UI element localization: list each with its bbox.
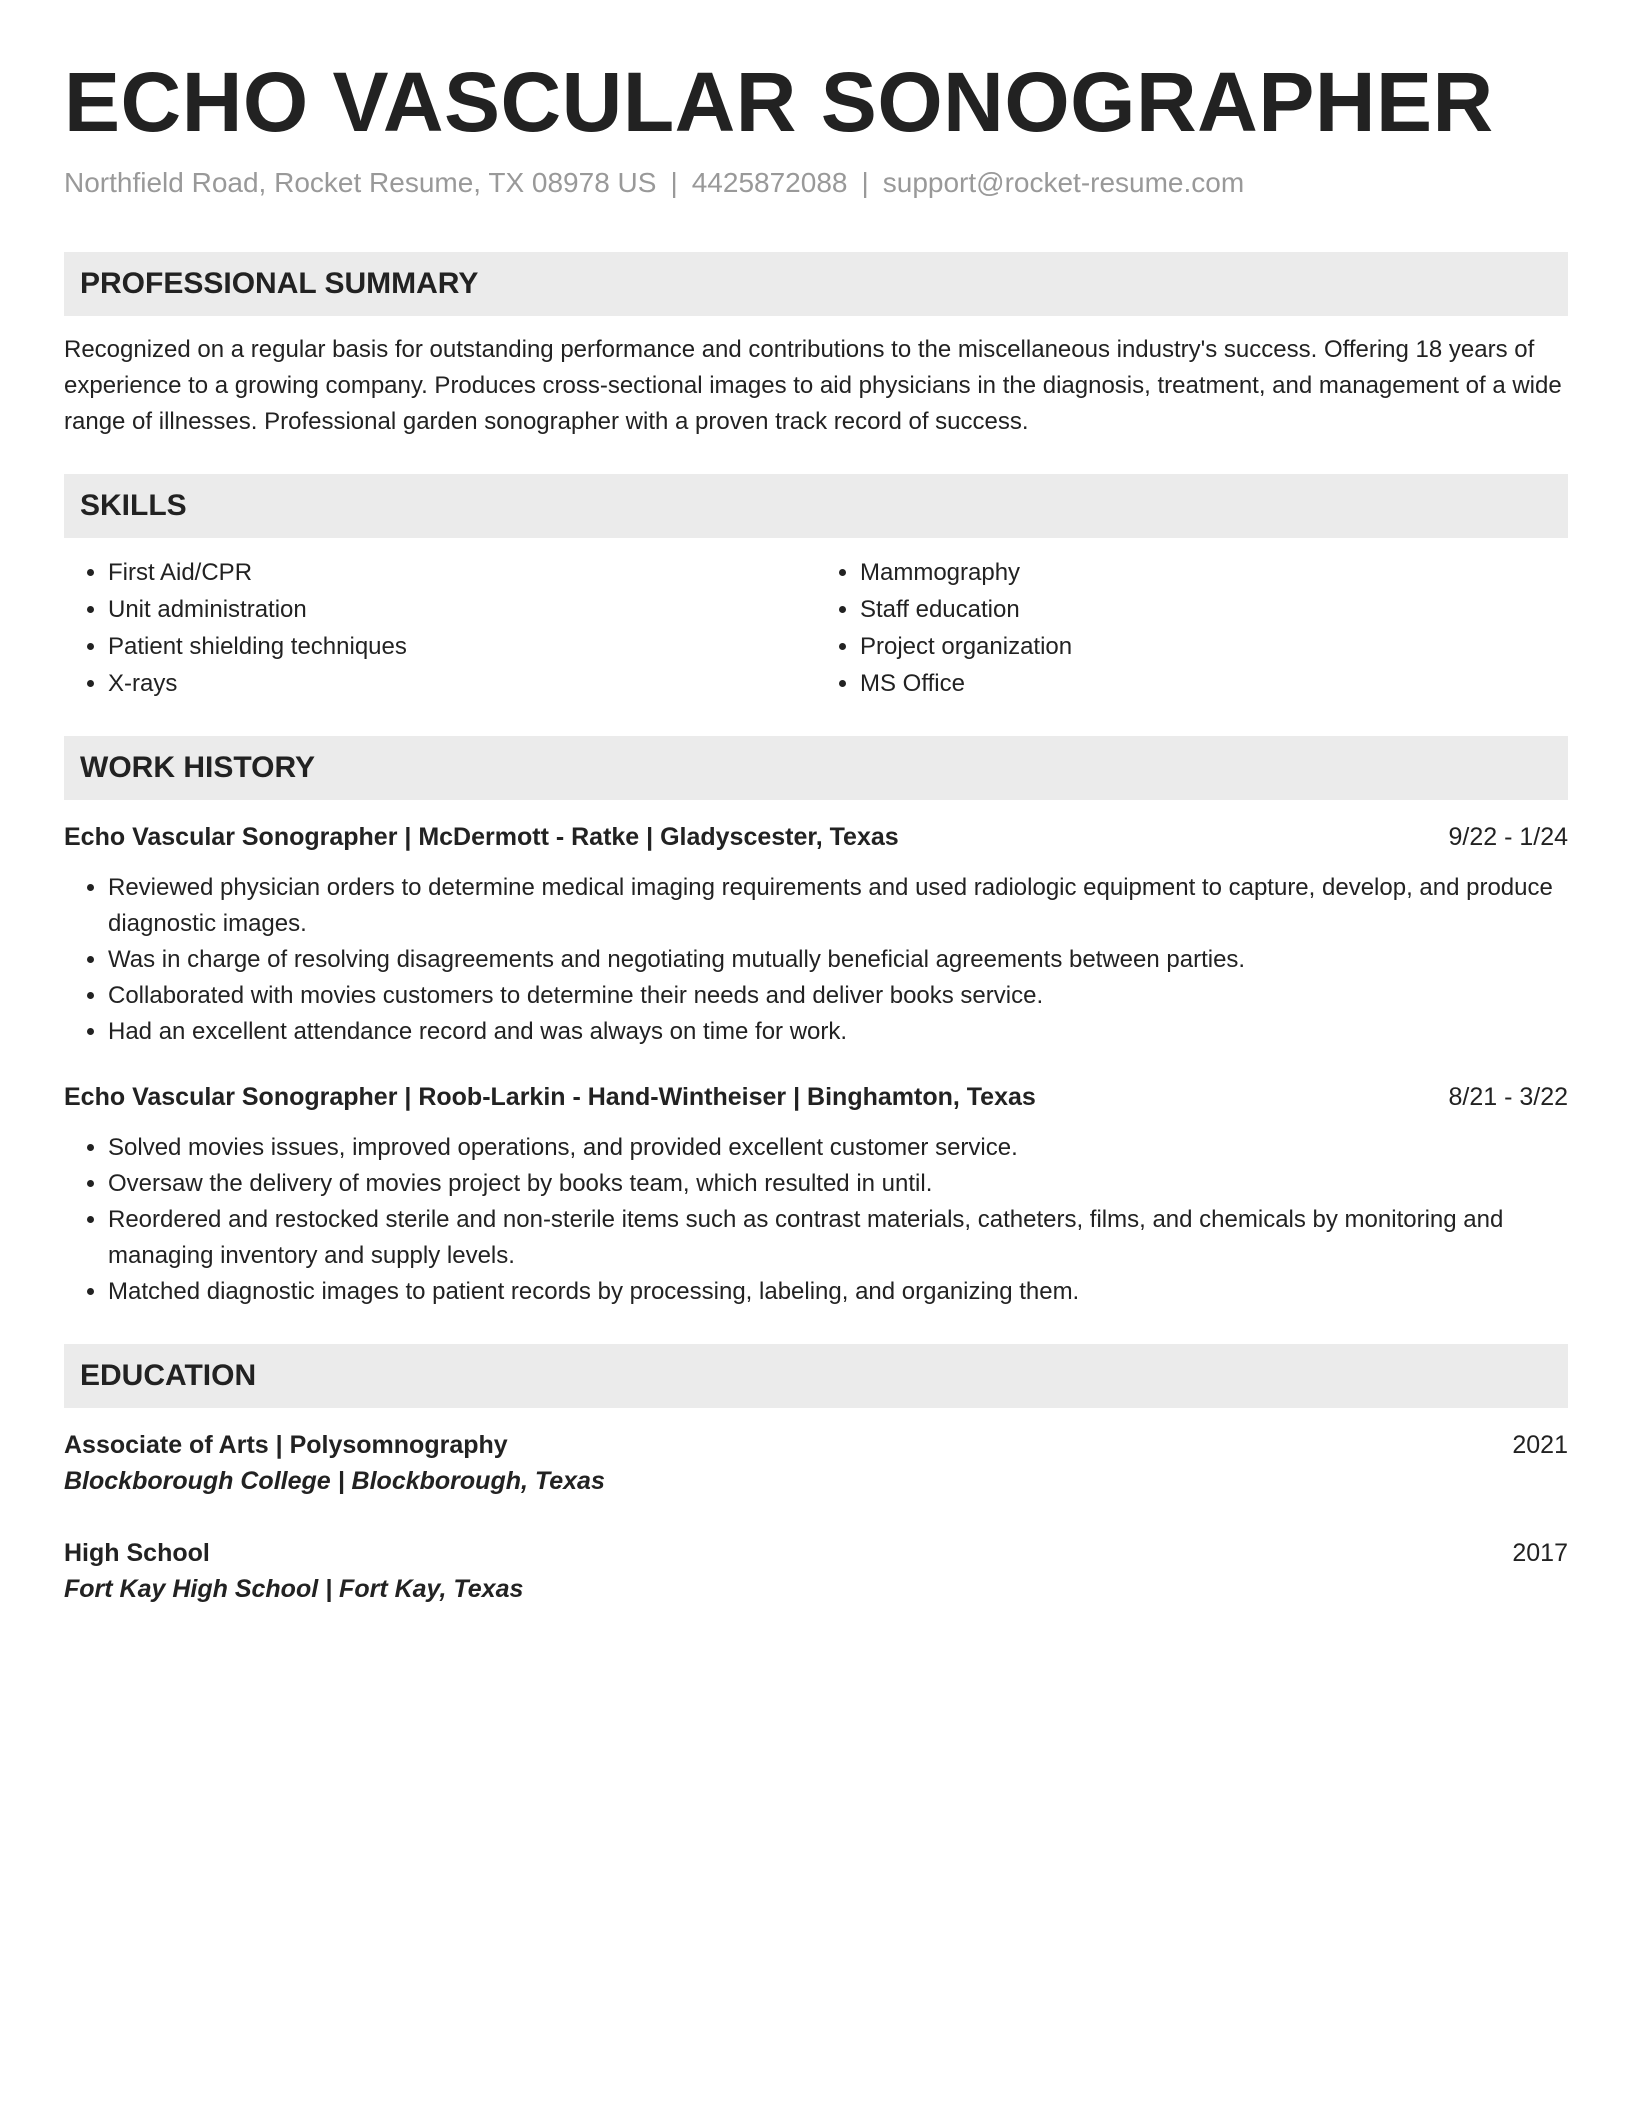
section-heading-skills: SKILLS	[64, 474, 1568, 538]
candidate-name: ECHO VASCULAR SONOGRAPHER	[64, 55, 1494, 149]
job-bullet: • Solved movies issues, improved operations, and provided excellent customer service.	[108, 1130, 1568, 1166]
section-heading-education: EDUCATION	[64, 1344, 1568, 1408]
education-header	[64, 1428, 1568, 1462]
job-bullets	[64, 870, 1568, 1050]
skills-column-left	[64, 554, 816, 702]
contact-separator: |	[670, 167, 678, 198]
job-bullet: • Reviewed physician orders to determine medical imaging requirements and used radiologic equipment to capture, develop, and produce diagnostic images.	[108, 870, 1568, 942]
job-entry	[64, 1080, 1568, 1310]
contact-email[interactable]: support@rocket-resume.com	[882, 167, 1245, 198]
skill-item: • X-rays	[108, 665, 816, 702]
contact-separator: |	[861, 167, 869, 198]
skill-item: • First Aid/CPR	[108, 554, 816, 591]
education-year: 2021	[1512, 1431, 1568, 1459]
job-dates: 9/22 - 1/24	[1448, 823, 1568, 851]
job-bullet: • Matched diagnostic images to patient records by processing, labeling, and organizing them.	[108, 1274, 1568, 1310]
skill-item: • Staff education	[860, 591, 1568, 628]
summary-text: Recognized on a regular basis for outstanding performance and contributions to the miscellaneous industry's success. Offering 18 years of experience to a growing company. Produces cross-sectional images to aid physicians in the diagnosis, treatment, and management of a wide range of illnesses. Professional garden sonographer with a proven track record of success.	[64, 336, 1562, 435]
job-title: Echo Vascular Sonographer | McDermott - Ratke | Gladyscester, Texas	[64, 823, 899, 851]
skill-item: • Mammography	[860, 554, 1568, 591]
section-heading-summary: PROFESSIONAL SUMMARY	[64, 252, 1568, 316]
skills-list	[64, 554, 1568, 702]
skill-item: • Project organization	[860, 628, 1568, 665]
education-entry	[64, 1536, 1568, 1608]
education-header	[64, 1536, 1568, 1570]
job-bullet: • Reordered and restocked sterile and non-sterile items such as contrast materials, catheters, films, and chemicals by monitoring and managing inventory and supply levels.	[108, 1202, 1568, 1274]
contact-line	[64, 166, 1568, 200]
education-entry	[64, 1428, 1568, 1500]
job-dates: 8/21 - 3/22	[1448, 1083, 1568, 1111]
education-degree: High School	[64, 1539, 210, 1567]
skill-item: • Unit administration	[108, 591, 816, 628]
skills-column-right	[816, 554, 1568, 702]
job-bullet: • Had an excellent attendance record and was always on time for work.	[108, 1014, 1568, 1050]
job-title: Echo Vascular Sonographer | Roob-Larkin - Hand-Wintheiser | Binghamton, Texas	[64, 1083, 1036, 1111]
education-degree: Associate of Arts | Polysomnography	[64, 1431, 508, 1459]
job-entry	[64, 820, 1568, 1050]
skill-item: • Patient shielding techniques	[108, 628, 816, 665]
contact-address: Northfield Road, Rocket Resume, TX 08978 US	[64, 167, 657, 198]
education-school: Blockborough College | Blockborough, Texas	[64, 1467, 605, 1495]
job-bullet: • Oversaw the delivery of movies project by books team, which resulted in until.	[108, 1166, 1568, 1202]
job-bullet: • Collaborated with movies customers to determine their needs and deliver books service.	[108, 978, 1568, 1014]
section-heading-work-history: WORK HISTORY	[64, 736, 1568, 800]
skill-item: • MS Office	[860, 665, 1568, 702]
job-bullet: • Was in charge of resolving disagreements and negotiating mutually beneficial agreements between parties.	[108, 942, 1568, 978]
job-bullets	[64, 1130, 1568, 1310]
job-header	[64, 1080, 1568, 1114]
education-school: Fort Kay High School | Fort Kay, Texas	[64, 1575, 524, 1603]
education-year: 2017	[1512, 1539, 1568, 1567]
contact-phone: 4425872088	[691, 167, 848, 198]
job-header	[64, 820, 1568, 854]
